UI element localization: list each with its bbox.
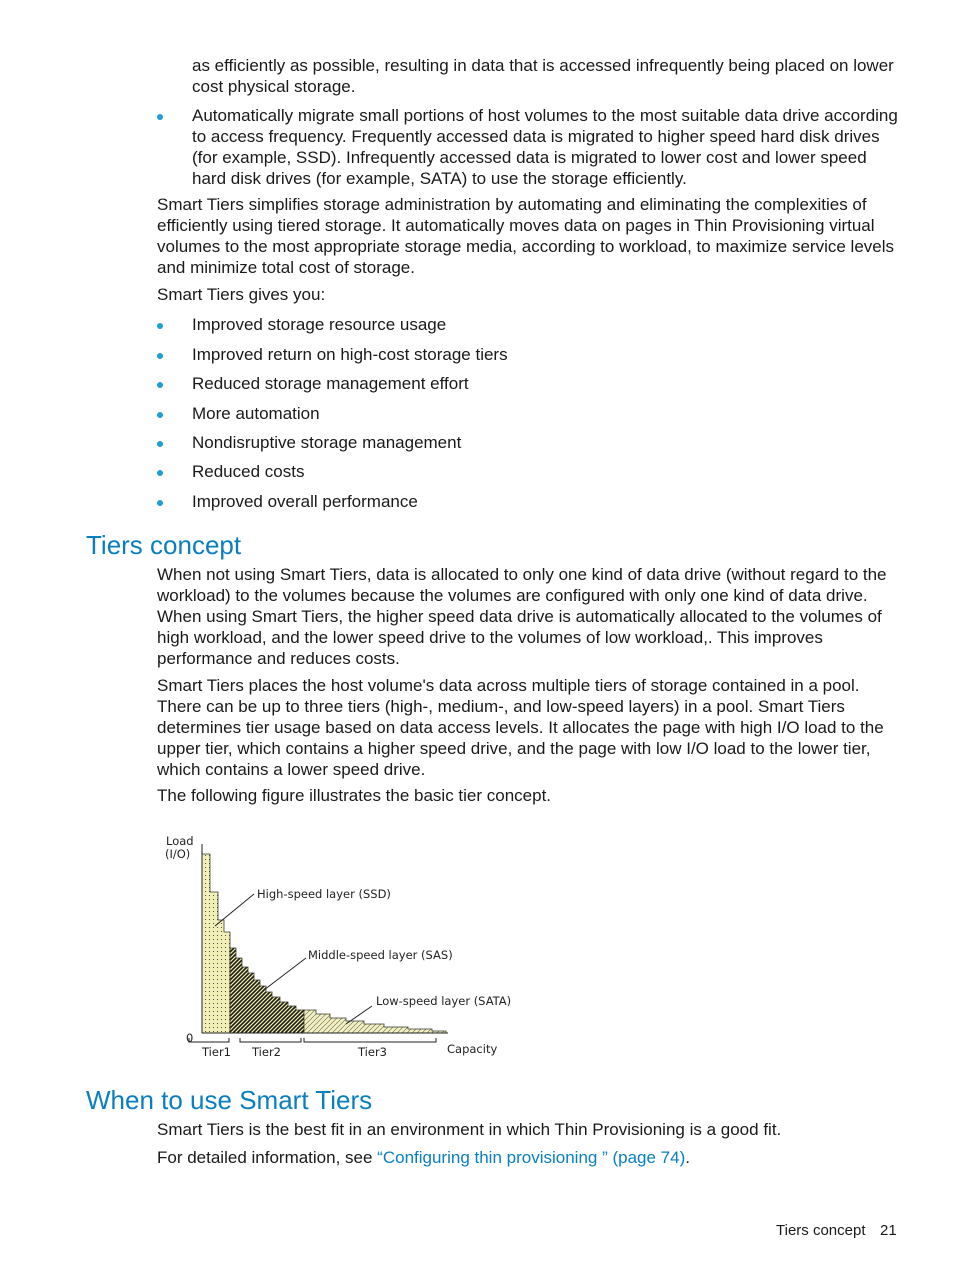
bullet-icon [157, 114, 163, 120]
bullet-icon [157, 441, 163, 447]
intro-continuation: as efficiently as possible, resulting in data that is accessed infrequently being placed on lower cost physical storage. [192, 56, 894, 96]
tier3-label: Tier3 [358, 1045, 387, 1059]
when-para-2-suffix: . [685, 1148, 690, 1167]
tier1-label: Tier1 [202, 1045, 231, 1059]
y-axis-label-1: Load [166, 834, 194, 848]
tier1-bracket [189, 1038, 229, 1042]
gives-you-intro: Smart Tiers gives you: [157, 285, 326, 304]
tier2-bracket [240, 1038, 301, 1042]
bullet-icon [157, 382, 163, 388]
list-item: Improved storage resource usage [192, 315, 447, 334]
bullet-icon [157, 412, 163, 418]
tier1-area [202, 854, 230, 1033]
bullet-icon [157, 323, 163, 329]
annotation-leader-middle [264, 958, 306, 990]
bullet-icon [157, 470, 163, 476]
when-para-1: Smart Tiers is the best fit in an environment in which Thin Provisioning is a good fit. [157, 1120, 782, 1139]
tier2-area [230, 948, 304, 1033]
x-axis-label: Capacity [447, 1042, 498, 1056]
annotation-leader-high [215, 894, 254, 926]
y-origin-label: 0 [186, 1031, 194, 1045]
list-item: Reduced costs [192, 462, 305, 481]
section-heading-tiers-concept: Tiers concept [86, 530, 242, 560]
tiers-para-1: When not using Smart Tiers, data is allocated to only one kind of data drive (without regard to the workload) to the volumes because the volumes are configured with only one kind of data drive. When using Smart Tiers, the higher speed data drive is automatically allocated to the volumes of high workload, and the lower speed drive to the volumes of low workload,. This improves performance and reduces costs. [157, 565, 887, 668]
tier2-label: Tier2 [252, 1045, 281, 1059]
list-item: Reduced storage management effort [192, 374, 469, 393]
intro-bullet: Automatically migrate small portions of host volumes to the most suitable data drive according to access frequency. Frequently accessed data is migrated to higher speed hard disk drives (for example, SSD). Infrequently accessed data is migrated to lower cost and lower speed hard disk drives (for example, SATA) to use the storage efficiently. [192, 106, 898, 188]
annotation-low-speed: Low-speed layer (SATA) [376, 994, 512, 1008]
para-simplifies: Smart Tiers simplifies storage administration by automating and eliminating the complexities of efficiently using tiered storage. It automatically moves data on pages in Thin Provisioning virtual volumes to the most appropriate storage media, according to workload, to maximize service levels and minimize total cost of storage. [157, 195, 895, 277]
tiers-para-3: The following figure illustrates the basic tier concept. [157, 786, 552, 805]
when-para-2 [157, 1147, 899, 1168]
tier-concept-figure [160, 830, 520, 1062]
annotation-high-speed: High-speed layer (SSD) [257, 887, 391, 901]
tier3-area [304, 1010, 446, 1033]
tier-concept-diagram [160, 830, 520, 1062]
list-item: Improved overall performance [192, 492, 418, 511]
bullet-icon [157, 353, 163, 359]
list-item: Improved return on high-cost storage tiers [192, 345, 508, 364]
annotation-middle-speed: Middle-speed layer (SAS) [308, 948, 453, 962]
y-axis-label-2: (I/O) [165, 847, 191, 861]
footer-page-number: 21 [880, 1222, 897, 1239]
tiers-para-2: Smart Tiers places the host volume's data across multiple tiers of storage contained in a pool. There can be up to three tiers (high-, medium-, and low-speed layers) in a pool. Smart Tiers determines tier usage based on data access levels. It allocates the page with high I/O load to the upper tier, which contains a higher speed drive, and the page with low I/O load to the lower tier, which contains a lower speed drive. [157, 676, 884, 779]
bullet-icon [157, 500, 163, 506]
footer-section-title: Tiers concept [776, 1222, 866, 1239]
section-heading-when-to-use: When to use Smart Tiers [86, 1085, 373, 1115]
list-item: Nondisruptive storage management [192, 433, 462, 452]
when-para-2-prefix: For detailed information, see [157, 1148, 378, 1167]
list-item: More automation [192, 404, 320, 423]
configuring-thin-provisioning-link[interactable]: “Configuring thin provisioning ” (page 74) [377, 1148, 686, 1167]
tier3-bracket [304, 1038, 436, 1042]
